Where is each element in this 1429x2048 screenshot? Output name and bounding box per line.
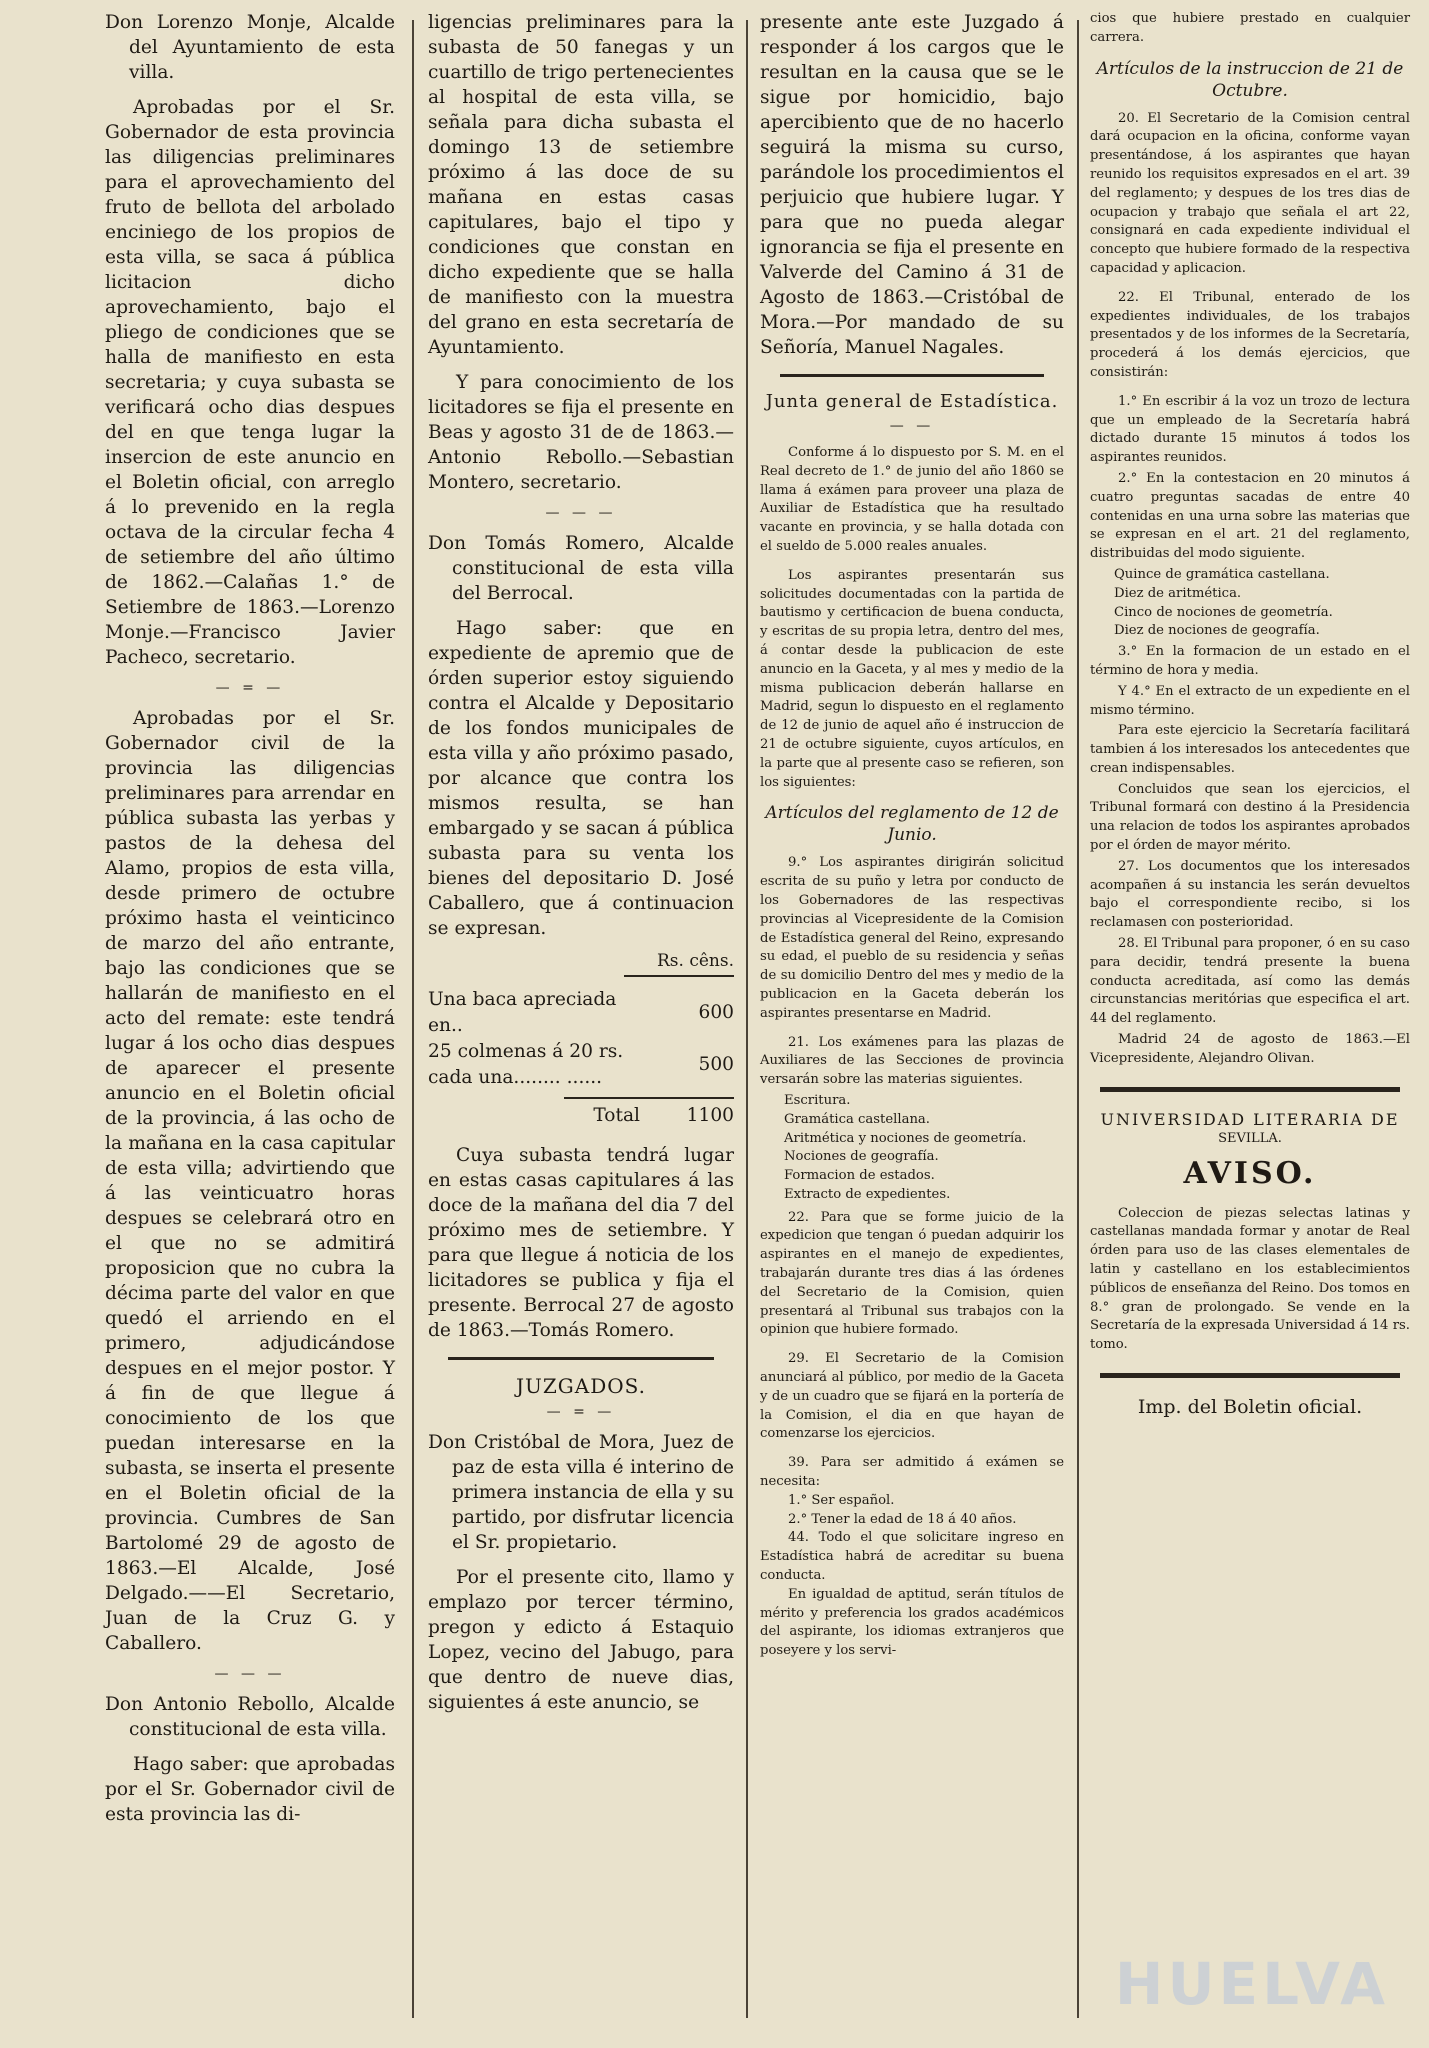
section-heading: JUZGADOS.	[516, 1374, 646, 1398]
sub-heading: Artículos de la instruccion de 21 de Octubre.	[1096, 58, 1404, 101]
separator: — = —	[215, 680, 285, 696]
article: 20. El Secretario de la Comision central dará ocupacion en la oficina, conforme vayan presentándose, á los aspirantes que hayan reunido los requisitos expresados en el art. 39 del reglamento; y despues de los tres dias de ocupacion y trabajo que señala el art 22, consignará en cada expediente individual el concepto que hubiere formado de la respectiva capacidad y aplicacion.	[1090, 110, 1410, 276]
paragraph: Los aspirantes presentarán sus solicitudes documentadas con la partida de bautismo y certificacion de buena conducta, y escritas de su propia letra, dentro del mes, á contar desde la publicacion de este anuncio en la Gaceta, y al mes y medio de la misma publicacion deberán hallarse en Madrid, segun lo dispuesto en el reglamento de 12 de junio de aquel año é instruccion de 21 de octubre siguiente, cuyos artículos, en la parte que al presente caso se refieren, son los siguientes:	[760, 567, 1064, 790]
section-rule	[1100, 1087, 1400, 1092]
article: En igualdad de aptitud, serán títulos de mérito y preferencia los grados académicos del aspirante, los idiomas extranjeros que poseyere y los servi-	[760, 1586, 1064, 1659]
notice-body: Aprobadas por el Sr. Gobernador de esta provincia las diligencias preliminares para el aprovechamiento del fruto de bellota del arbolado enciniego de los propios de esta villa, se saca á pública licitacion dicho aprovechamiento, bajo el pliego de condiciones que se halla de manifiesto en esta secretaria; y cuya subasta se verificará ocho dias despues del en que tenga lugar la insercion de este anuncio en el Boletin oficial, con arreglo á lo prevenido en la regla octava de la circular fecha 4 de setiembre del año último de 1862.—Calañas 1.° de Setiembre de 1863.—Lorenzo Monje.—Francisco Javier Pacheco, secretario.	[105, 97, 395, 668]
separator: — — —	[214, 1666, 286, 1682]
article: 3.° En la formacion de un estado en el término de hora y media.	[1090, 644, 1410, 678]
list-item: Quince de gramática castellana.	[1114, 566, 1330, 582]
article: 28. El Tribunal para proponer, ó en su caso para decidir, tendrá presente la buena conducta acreditada, así como las demás circunstancias meritórias que especifica el art. 44 del reglamento.	[1090, 936, 1410, 1027]
item-label: 25 colmenas á 20 rs. cada una........ ......	[428, 1041, 624, 1088]
column-3	[760, 10, 1064, 2038]
separator: — — —	[545, 505, 617, 521]
notice-header: Don Lorenzo Monje, Alcalde del Ayuntamiento de esta villa.	[105, 12, 395, 83]
goods-table	[428, 987, 734, 1091]
separator: — —	[889, 418, 935, 434]
list-item: Formacion de estados.	[784, 1168, 935, 1184]
table-row	[428, 1103, 734, 1129]
notice-header: Don Tomás Romero, Alcalde constitucional de esta villa del Berrocal.	[428, 533, 734, 604]
list-item: Diez de aritmética.	[1114, 585, 1242, 601]
section-rule	[448, 1357, 714, 1360]
article: Concluidos que sean los ejercicios, el Tribunal formará con destino á la Presidencia una relacion de todos los aspirantes aprobados por el órden de mayor mérito.	[1090, 781, 1410, 854]
column-rule	[746, 20, 748, 2018]
notice-body: Y para conocimiento de los licitadores se fija el presente en Beas y agosto 31 de de 1863.—Antonio Rebollo.—Sebastian Montero, secretario.	[428, 372, 734, 493]
notice-title: AVISO.	[1183, 1155, 1317, 1191]
notice-body: Cuya subasta tendrá lugar en estas casas capitulares á las doce de la mañana del dia 7 del próximo mes de setiembre. Y para que llegue á noticia de los licitadores se publica y fija el presente. Berrocal 27 de agosto de 1863.—Tomás Romero.	[428, 1145, 734, 1341]
notice-header: Don Cristóbal de Mora, Juez de paz de esta villa é interino de primera instancia de ella y su partido, por disfrutar licencia el Sr. propietario.	[428, 1432, 734, 1553]
notice-body: Aprobadas por el Sr. Gobernador civil de la provincia las diligencias preliminares para arrendar en pública subasta las yerbas y pastos de la dehesa del Alamo, propios de esta villa, desde primero de octubre próximo hasta el veinticinco de marzo del año entrante, bajo las condiciones que se hallarán de manifiesto en el acto del remate: este tendrá lugar á los ocho dias despues de aparecer el presente anuncio en el Boletin oficial de la provincia, á las ocho de la mañana en la casa capitular de esta villa; advirtiendo que á las veinticuatro horas despues se celebrará otro en el que no se admitirá proposicion que no cubra la décima parte del valor en que quedó el arriendo en el primero, adjudicándose despues en el mejor postor. Y á fin de que llegue á conocimiento de los que puedan interesarse en la subasta, se inserta el presente en el Boletin oficial de la provincia. Cumbres de San Bartolomé 29 de agosto de 1863.—El Alcalde, José Delgado.——El Secretario, Juan de la Cruz G. y Caballero.	[105, 708, 395, 1654]
sub-heading: Artículos del reglamento de 12 de Junio.	[765, 803, 1059, 846]
column-2	[428, 10, 734, 2038]
column-rule	[412, 20, 414, 2018]
article: 21. Los exámenes para las plazas de Auxiliares de las Secciones de provincia versarán sobre las materias siguientes.	[760, 1034, 1064, 1088]
notice-header: Don Antonio Rebollo, Alcalde constitucional de esta villa.	[105, 1694, 395, 1740]
watermark: HUELVA	[1114, 1950, 1389, 2018]
money-header: Rs. cêns.	[657, 951, 734, 971]
article: 22. Para que se forme juicio de la expedicion que tengan ó puedan adquirir los aspirantes en el manejo de expedientes, trabajarán durante tres dias á las órdenes del Secretario de la Comision, quien presentará al Tribunal sus trabajos con la opinion que hubiere formado.	[760, 1209, 1064, 1338]
table-row	[428, 1039, 734, 1091]
item-label: Una baca apreciada en..	[428, 989, 617, 1036]
total-label: Total	[593, 1105, 640, 1126]
article: Y 4.° En el extracto de un expediente en el mismo término.	[1090, 683, 1410, 718]
section-heading: Junta general de Estadística.	[765, 391, 1059, 412]
article: 44. Todo el que solicitare ingreso en Estadística habrá de acreditar su buena conducta.	[760, 1530, 1064, 1584]
university-title: UNIVERSIDAD LITERARIA DE	[1100, 1109, 1400, 1129]
list-item: Extracto de expedientes.	[784, 1186, 951, 1202]
article: 39. Para ser admitido á exámen se necesita:	[760, 1455, 1064, 1490]
divider	[624, 975, 734, 977]
notice-body: Hago saber: que en expediente de apremio que de órden superior estoy siguiendo contra el Alcalde y Depositario de los fondos municipales de esta villa y año próximo pasado, por alcance que contra los mismos resulta, se han embargado y se sacan á pública subasta para su venta los bienes del depositario D. José Caballero, que á continuacion se expresan.	[428, 618, 734, 939]
imprint: Imp. del Boletin oficial.	[1137, 1396, 1363, 1419]
notice-body: ligencias preliminares para la subasta de 50 fanegas y un cuartillo de trigo pertenecientes al hospital de esta villa, se señala para dicha subasta el domingo 13 de setiembre próximo á las doce de su mañana en estas casas capitulares, bajo el tipo y condiciones que constan en dicho expediente que se halla de manifiesto con la muestra del grano en esta secretaría de Ayuntamiento.	[428, 12, 734, 358]
list-item: Nociones de geografía.	[784, 1149, 939, 1165]
section-rule	[780, 374, 1044, 377]
total-table	[428, 1103, 734, 1129]
column-rule	[1077, 20, 1079, 2018]
notice-body: presente ante este Juzgado á responder á los cargos que le resultan en la causa que se le sigue por homicidio, bajo apercibiento que de no hacerlo seguirá la misma su curso, parándole los procedimientos el perjuicio que hubiere lugar. Y para que no pueda alegar ignorancia se fija el presente en Valverde del Camino á 31 de Agosto de 1863.—Cristóbal de Mora.—Por mandado de su Señoría, Manuel Nagales.	[760, 12, 1064, 358]
total-value: 1100	[686, 1105, 734, 1126]
list-item: Escritura.	[784, 1092, 851, 1108]
section-rule	[1100, 1373, 1400, 1378]
subject-list	[760, 1092, 1064, 1205]
notice-body: Coleccion de piezas selectas latinas y castellanas mandada formar y anotar de Real órden para uso de las clases elementales de latin y castellano en los establecimientos públicos de enseñanza del Reino. Dos tomos en 8.° gran de prolongado. Se vende en la Secretaría de la expresada Universidad á 14 rs. tomo.	[1090, 1205, 1410, 1353]
separator: — = —	[546, 1404, 616, 1420]
article: 27. Los documentos que los interesados acompañen á su instancia les serán devueltos bajo el correspondiente recibo, si los reclamasen con posterioridad.	[1090, 858, 1410, 931]
list-item: Cinco de nociones de geometría.	[1114, 604, 1333, 620]
list-item: Gramática castellana.	[784, 1111, 930, 1127]
article: 2.° En la contestacion en 20 minutos á cuatro preguntas sacadas de entre 40 contenidas en una urna sobre las materias que se expresan en el art. 21 del reglamento, distribuidas del modo siguiente.	[1090, 470, 1410, 562]
article: 2.° Tener la edad de 18 á 40 años.	[788, 1511, 1017, 1527]
notice-body: Hago saber: que aprobadas por el Sr. Gobernador civil de esta provincia las di-	[105, 1754, 395, 1825]
list-item: Aritmética y nociones de geometría.	[784, 1130, 1027, 1146]
paragraph: Conforme á lo dispuesto por S. M. en el Real decreto de 1.° de junio del año 1860 se llama á exámen para proveer una plaza de Auxiliar de Estadística que ha resultado vacante en provincia, y se halla dotada con el sueldo de 5.000 reales anuales.	[760, 445, 1064, 554]
item-value: 500	[698, 1054, 734, 1075]
article: Para este ejercicio la Secretaría facilitará tambien á los interesados los antecedentes que crean indispensables.	[1090, 723, 1410, 776]
article: 1.° En escribir á la voz un trozo de lectura que un empleado de la Secretaría habrá dictado durante 15 minutos á todos los aspirantes reunidos.	[1090, 393, 1410, 466]
notice-body: Por el presente cito, llamo y emplazo por tercer término, pregon y edicto á Estaquio Lopez, vecino del Jabugo, para que dentro de nueve dias, siguientes á este anuncio, se	[428, 1567, 734, 1713]
subject-list	[1090, 566, 1410, 641]
article: 22. El Tribunal, enterado de los expedientes individuales, de los trabajos presentados y de los informes de la Secretaría, procederá á los demás ejercicios, que consistirán:	[1090, 289, 1410, 380]
signature-line: Madrid 24 de agosto de 1863.—El Vicepresidente, Alejandro Olivan.	[1090, 1032, 1410, 1066]
article: 9.° Los aspirantes dirigirán solicitud escrita de su puño y letra por conducto de los Gobernadores de las respectivas provincias al Vicepresidente de la Comision de Estadística general del Reino, expresando su edad, el pueblo de su residencia y señas de su domicilio Dentro del mes y medio de la publicacion en la Gaceta deberán los aspirantes presentarse en Madrid.	[760, 855, 1064, 1021]
column-4	[1090, 10, 1410, 2038]
column-1	[105, 10, 395, 2038]
list-item: Diez de nociones de geografía.	[1114, 623, 1320, 639]
paragraph: cios que hubiere prestado en cualquier carrera.	[1090, 11, 1410, 45]
article: 1.° Ser español.	[788, 1492, 895, 1508]
divider	[564, 1097, 734, 1099]
article: 29. El Secretario de la Comision anunciará al público, por medio de la Gaceta y de un cuadro que se fijará en la portería de la Comision, el dia en que hayan de comenzarse los ejercicios.	[760, 1351, 1064, 1442]
table-row	[428, 987, 734, 1039]
item-value: 600	[698, 1002, 734, 1023]
university-city: SEVILLA.	[1218, 1130, 1282, 1146]
